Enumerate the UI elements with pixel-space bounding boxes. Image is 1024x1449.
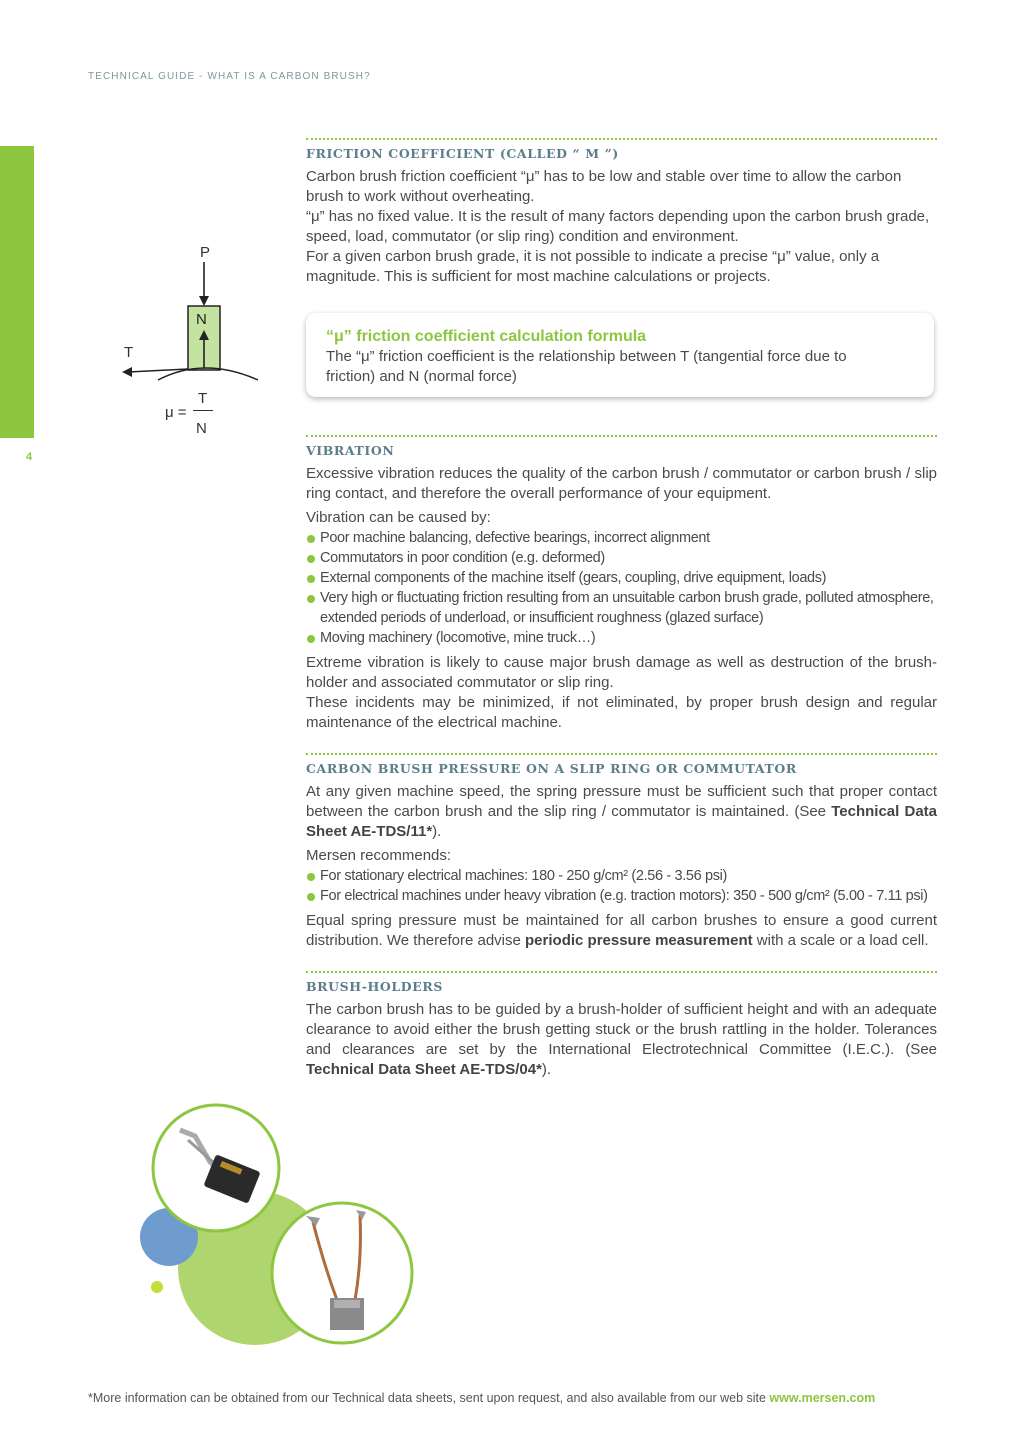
list-item: External components of the machine itself (gears, coupling, drive equipment, loads) (306, 568, 937, 588)
formula-title: “μ” friction coefficient calculation formula (326, 328, 647, 345)
vibration-p2: Vibration can be caused by: (306, 509, 491, 526)
vibration-p3: Extreme vibration is likely to cause major brush damage as well as destruction of the brush-holder and associated commutator or slip ring. (306, 654, 937, 691)
running-header: TECHNICAL GUIDE - WHAT IS A CARBON BRUSH? (88, 71, 371, 82)
list-item: For stationary electrical machines: 180 - 250 g/cm² (2.56 - 3.56 psi) (306, 866, 937, 886)
pressure-heading: CARBON BRUSH PRESSURE ON A SLIP RING OR COMMUTATOR (306, 761, 797, 776)
friction-diagram (118, 232, 258, 402)
friction-p2: “μ” has no fixed value. It is the result of many factors depending upon the carbon brush grade, speed, load, commutator (or slip ring) condition and environment. (306, 208, 930, 245)
force-p-arrowhead (199, 296, 209, 306)
force-t-arrowhead (122, 367, 132, 377)
pressure-measurement-emphasis: periodic pressure measurement (525, 932, 753, 949)
friction-section (306, 138, 937, 421)
pressure-section (306, 753, 937, 951)
side-accent-bar (0, 146, 34, 438)
mu-numerator: T (198, 390, 208, 407)
holders-p3-open: (See (905, 1041, 937, 1058)
mu-fraction-line (193, 410, 213, 411)
pressure-p3 (306, 911, 937, 951)
brush-holders-heading: BRUSH-HOLDERS (306, 979, 443, 994)
holders-p1: The carbon brush has to be guided by a brush-holder of sufficient height and with an adequate clearance to avoid either the brush getting stuck or the brush rattling in the holder. (306, 1001, 937, 1038)
small-green-dot (151, 1281, 163, 1293)
friction-paragraph (306, 167, 937, 287)
diagram-label-t: T (124, 344, 134, 361)
main-content (306, 138, 937, 1080)
mu-denominator: N (196, 420, 207, 437)
pressure-p2: Mersen recommends: (306, 847, 452, 864)
holders-tds04-ref: Technical Data Sheet AE-TDS/04* (306, 1061, 542, 1078)
holders-paragraph (306, 1000, 937, 1080)
pressure-p1-end: ). (432, 823, 442, 840)
vibration-p1: Excessive vibration reduces the quality of the carbon brush / commutator or carbon brush / slip ring contact, and therefore the overall performance of your equipment. (306, 465, 937, 502)
list-item: Moving machinery (locomotive, mine truck…) (306, 628, 937, 648)
formula-text: The “μ” friction coefficient is the relationship between T (tangential force due to friction) and N (normal force) (326, 348, 847, 385)
list-item: For electrical machines under heavy vibration (e.g. traction motors): 350 - 500 g/cm² (5.00 - 7.11 psi) (306, 886, 937, 906)
brush-holders-section (306, 971, 937, 1080)
pressure-p3-text: Equal spring pressure must be maintained for all carbon brushes to ensure a good current distribution. We therefore advise (306, 912, 937, 949)
pressure-tds11-ref: Technical Data Sheet AE-TDS/11* (306, 803, 937, 840)
diagram-label-p: P (200, 244, 211, 261)
pressure-p1 (306, 782, 937, 842)
diagram-label-n: N (196, 311, 207, 328)
footnote-text: *More information can be obtained from our Technical data sheets, sent upon request, and also available from our web site (88, 1391, 770, 1405)
friction-p1: Carbon brush friction coefficient “μ” has to be low and stable over time to allow the carbon brush to work without overheating. (306, 168, 902, 205)
vibration-heading: VIBRATION (306, 443, 395, 458)
list-item: Very high or fluctuating friction resulting from an unsuitable carbon brush grade, polluted atmosphere, extended periods of underload, or insufficient roughness (glazed surface) (306, 588, 937, 628)
page-number: 4 (26, 451, 33, 463)
decorative-brush-images (130, 1100, 420, 1370)
pressure-p3-end: with a scale or a load cell. (752, 932, 929, 949)
vibration-p4: These incidents may be minimized, if not eliminated, by proper brush design and regular maintenance of the electrical machine. (306, 694, 937, 731)
vibration-section (306, 435, 937, 733)
friction-p3: For a given carbon brush grade, it is not possible to indicate a precise “μ” value, only a magnitude. This is sufficient for most machine calculations or projects. (306, 248, 880, 285)
website-link[interactable]: www.mersen.com (769, 1391, 876, 1405)
friction-heading: FRICTION COEFFICIENT (CALLED “ Μ ”) (306, 146, 619, 161)
pressure-p1-text: At any given machine speed, the spring pressure must be sufficient such that proper contact between the carbon brush and the slip ring / commutator is maintained. (See (306, 783, 937, 820)
list-item: Poor machine balancing, defective bearings, incorrect alignment (306, 528, 937, 548)
mu-lhs: μ = (165, 404, 187, 421)
pressure-recommendations-list (306, 866, 937, 906)
vibration-causes-list (306, 528, 937, 648)
list-item: Commutators in poor condition (e.g. deformed) (306, 548, 937, 568)
holders-p2: Tolerances and clearances are set by the International Electrotechnical Committee (I.E.C.). (306, 1021, 937, 1058)
formula-callout (306, 313, 934, 397)
footnote (88, 1391, 875, 1405)
holders-p3-end: ). (541, 1061, 552, 1078)
